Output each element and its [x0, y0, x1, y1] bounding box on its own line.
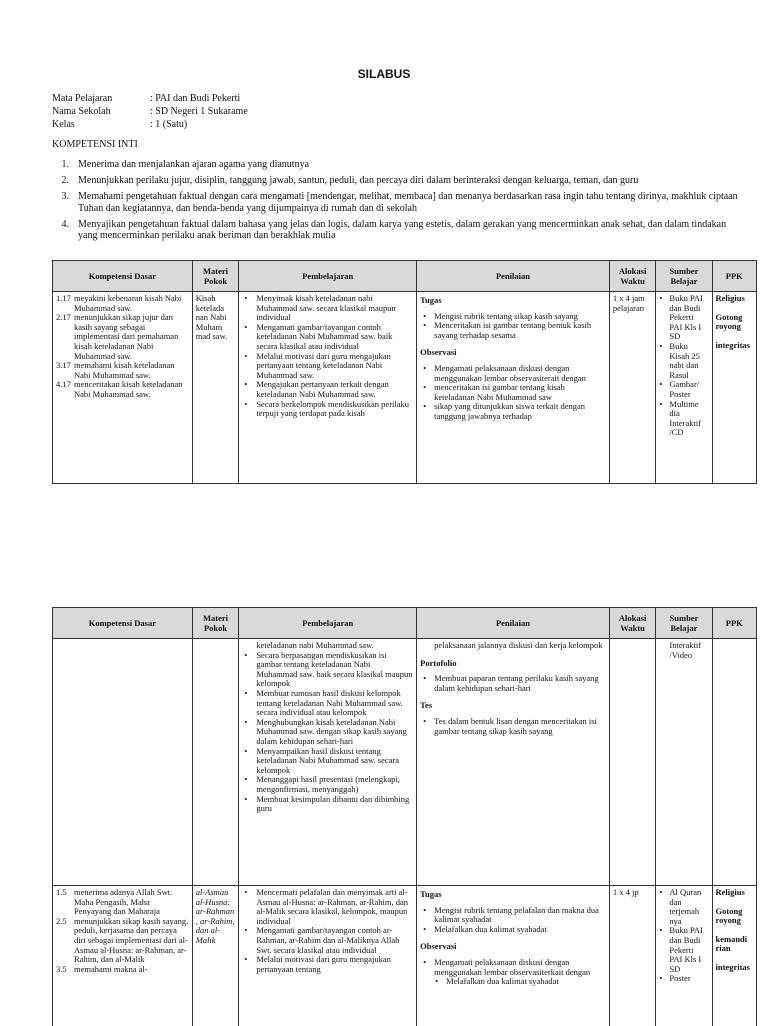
pembelajaran-item: • Menanggapi hasil presentasi (melengkapi, mengonfirmasi, menyanggah)	[242, 775, 413, 794]
header-alokasi: Alokasi Waktu	[609, 261, 656, 292]
portofolio-heading: Portofolio	[420, 657, 457, 668]
kd-text: menunjukkan sikap kasih sayang, peduli, kerjasama dan percaya diri sebagai implementasi dari al-Asmau al-Husna: ar-Rahman, ar-Rahim, dan al-Malik	[74, 915, 189, 965]
pembelajaran-item: • Mengamati gambar/tayangan contoh keteladanan Nabi Muhammad saw. baik secara klasikal atau individual	[242, 323, 413, 352]
kd-item	[56, 294, 189, 313]
pembelajaran-item: • Melalui motivasi dari guru mengajukan pertanyaan tentang keteladanan Nabi Muhammad saw.	[242, 352, 413, 381]
ki-number: 1.	[61, 159, 69, 170]
ki-list	[52, 159, 762, 246]
header-materi: Materi Pokok	[192, 261, 239, 292]
sumber-item: • Poster	[659, 974, 708, 984]
sumber-cell	[656, 292, 712, 484]
pembelajaran-item: • Menghubungkan kisah keteladanan Nabi Muhammad saw. dengan sikap kasih sayang dalam kehidupan sehari-hari	[242, 718, 413, 747]
ki-item	[52, 219, 762, 242]
alokasi-cell: 1 x 4 jam pelajaran	[609, 292, 656, 484]
observasi-item: • Mengamati pelaksanaan diskusi dengan menggunakan lembar observasiterkait dengan	[420, 958, 606, 977]
ki-text: Menunjukkan perilaku jujur, disiplin, tanggung jawab, santun, peduli, dan percaya diri dalam berinteraksi dengan keluarga, teman, dan guru	[78, 175, 639, 186]
ppk-value: Gotong royong	[715, 311, 743, 332]
tugas-heading: Tugas	[420, 295, 442, 305]
kd-number: 1.5	[56, 887, 67, 897]
pembelajaran-cell	[239, 292, 417, 484]
kd-cell	[53, 639, 193, 886]
penilaian-cell	[417, 292, 610, 484]
pembelajaran-item: • Menyimak kisah keteladanan nabi Muhammad saw. secara klasikal maupun individual	[242, 294, 413, 323]
observasi-item: • Mengamati pelaksanaan diskusi dengan menggunakan lembar observasiterait dengan	[420, 364, 606, 383]
materi-cell: Kisah ketelada nan Nabi Muham mad saw.	[192, 292, 239, 484]
ppk-value: Religius	[715, 293, 745, 303]
observasi-item: • sikap yang ditunjukkan siswa terkait dengan tanggung jawabnya terhadap	[420, 402, 606, 421]
sumber-cell	[656, 886, 712, 1026]
tugas-item: • Mengisi rubrik tentang pelafalan dan makna dua kalimat syahadat	[420, 906, 606, 925]
pembelajaran-item: • Secara berkelompok mendiskusikan perilaku terpuji yang terdapat pada kisah	[242, 400, 413, 419]
header-kd: Kompetensi Dasar	[53, 261, 193, 292]
header-pembelajaran: Pembelajaran	[239, 261, 417, 292]
pembelajaran-item: • Melalui motivasi dari guru mengajukan pertanyaan tentang	[242, 955, 413, 974]
ki-item	[52, 191, 762, 214]
pembelajaran-item: • Mengajukan pertanyaan terkait dengan keteladanan Nabi Muhammad saw.	[242, 380, 413, 399]
header-ppk: PPK	[712, 261, 757, 292]
ki-item	[52, 159, 762, 171]
ppk-value: Religius	[715, 887, 745, 897]
kd-number: 2.5	[56, 915, 67, 926]
ppk-cell	[712, 292, 757, 484]
header-alokasi: Alokasi Waktu	[609, 608, 656, 639]
ki-text: Menyajikan pengetahuan faktual dalam bahasa yang jelas dan logis, dalam karya yang estetis, dalam gerakan yang mencerminkan anak sehat, dan dalam tindakan yang mencerminkan perilaku anak beriman dan berakhlak mulia	[78, 218, 727, 241]
tugas-item: • Mengisi rubrik tentang sikap kasih sayang	[420, 312, 606, 322]
ppk-value: integritas	[715, 961, 750, 972]
sumber-item: • Al Quran dan terjemah nya	[659, 888, 708, 926]
ki-number: 3.	[61, 191, 69, 202]
pembelajaran-item: • Mengamati gambar/tayangan contoh ar-Rahman, ar-Rahim dan al-Maliknya Allah Swt. secara klasikal atau individual	[242, 926, 413, 955]
ppk-value: Gotong royong	[715, 905, 743, 926]
header-pembelajaran: Pembelajaran	[239, 608, 417, 639]
meta-label: Kelas	[52, 119, 75, 130]
syllabus-table-1	[52, 260, 757, 484]
pembelajaran-item: • Secara berpasangan mendiskusikan isi gambar tentang keteladanan Nabi Muhammad saw. baik secara klasikal maupun kelompok	[242, 651, 413, 689]
pembelajaran-item: • Mencermati pelafalan dan menyimak arti al-Asmau al-Husna: ar-Rahman, ar-Rahim, dan al-Malik secara klasikal, kelompok, maupun individual	[242, 888, 413, 926]
kd-number: 4.17	[56, 379, 71, 390]
pembelajaran-continued: keteladanan nabi Muhammad saw.	[256, 640, 374, 650]
sumber-item: • Gambar/ Poster	[659, 380, 708, 399]
kd-item	[56, 361, 189, 380]
kd-number: 3.17	[56, 360, 71, 371]
kd-text: memahami kisah keteladanan Nabi Muhammad saw.	[74, 360, 175, 380]
kd-number: 1.17	[56, 293, 71, 303]
tugas-item: • Melafalkan dua kalimat syahadat	[420, 925, 606, 935]
kd-cell	[53, 292, 193, 484]
kd-text: menceritakan kisah keteladanan Nabi Muhammad saw.	[74, 379, 183, 399]
header-penilaian: Penilaian	[417, 608, 610, 639]
pembelajaran-cell	[239, 639, 417, 886]
meta-label: Nama Sekolah	[52, 106, 111, 117]
syllabus-table-2	[52, 607, 757, 1026]
kd-item	[56, 888, 189, 917]
header-penilaian: Penilaian	[417, 261, 610, 292]
ppk-value: kemandi rian	[715, 933, 748, 954]
penilaian-cell	[417, 639, 610, 886]
sumber-item: • Buku PAI dan Budi Pekerti PAI Kls I SD	[659, 926, 708, 974]
pembelajaran-cell	[239, 886, 417, 1026]
portofolio-item: • Membuat paparan tentang perilaku kasih sayang dalam kehidupan sehari-hari	[420, 674, 606, 693]
ki-item	[52, 175, 762, 187]
meta-block	[52, 92, 248, 131]
ppk-value: integritas	[715, 339, 750, 350]
observasi-item: • menceritakan isi gambar tentang kisah keteladanan Nabi Muhammad saw	[420, 383, 606, 402]
kd-item	[56, 917, 189, 965]
meta-value: : SD Negeri 1 Sukarame	[150, 106, 248, 117]
sumber-item: • Multime dia Interaktif /CD	[659, 400, 708, 438]
kd-text: menerima adanya Allah Swt. Maha Pengasih, Maha Penyayang dan Maharaja	[74, 887, 173, 917]
kd-text: memahami makna al-	[74, 963, 148, 974]
ki-number: 2.	[61, 175, 69, 186]
pembelajaran-item: • Membuat kesimpulan dibantu dan dibimbing guru	[242, 795, 413, 814]
meta-value: : 1 (Satu)	[150, 119, 188, 130]
header-sumber: Sumber Belajar	[656, 261, 712, 292]
meta-row	[52, 105, 248, 118]
document-title: SILABUS	[357, 67, 411, 81]
kd-item	[56, 965, 189, 975]
kd-text: meyakini kebenaran kisah Nabi Muhammad saw.	[74, 293, 182, 313]
penilaian-continued: pelaksanaan jalannya diskusi dan kerja kelompok	[434, 640, 603, 650]
ki-heading: KOMPETENSI INTI	[52, 139, 138, 150]
pembelajaran-item: • Membuat rumusan hasil diskusi kelompok tentang keteladanan Nabi Muhammad saw. secara individual atau kelompok	[242, 689, 413, 718]
ki-number: 4.	[61, 218, 69, 230]
ppk-cell	[712, 639, 757, 886]
ki-text: Menerima dan menjalankan ajaran agama yang dianutnya	[78, 159, 310, 170]
meta-row	[52, 118, 248, 131]
tes-heading: Tes	[420, 700, 433, 711]
sumber-item: • Buku PAI dan Budi Pekerti PAI Kls I SD	[659, 294, 708, 342]
header-kd: Kompetensi Dasar	[53, 608, 193, 639]
sumber-item: • Buku Kisah 25 nabi dan Rasul	[659, 342, 708, 380]
materi-cell	[192, 639, 239, 886]
sumber-continued: Interaktif /Video	[669, 640, 702, 660]
observasi-subitem: • Melafalkan dua kalimat syahadat	[432, 977, 606, 987]
alokasi-cell: 1 x 4 jp	[609, 886, 656, 1026]
ppk-cell	[712, 886, 757, 1026]
kd-number: 2.17	[56, 312, 71, 323]
ki-text: Memahami pengetahuan faktual dengan cara mengamati [mendengar, melihat, membaca] dan menanya berdasarkan rasa ingin tahu tentang dirinya, makhluk ciptaan Tuhan dan kegiatannya, dan benda-benda yang dijumpainya di rumah dan di sekolah	[78, 191, 738, 214]
sumber-cell	[656, 639, 712, 886]
kd-item	[56, 313, 189, 361]
materi-cell: al-Asmau al-Husna: ar-Rahman , ar-Rahim, dan al-Malik	[192, 886, 239, 1026]
alokasi-cell	[609, 639, 656, 886]
kd-cell	[53, 886, 193, 1026]
observasi-heading: Observasi	[420, 347, 457, 358]
header-ppk: PPK	[712, 608, 757, 639]
kd-item	[56, 380, 189, 399]
tugas-heading: Tugas	[420, 889, 442, 899]
meta-value: : PAI dan Budi Pekerti	[150, 93, 241, 104]
header-materi: Materi Pokok	[192, 608, 239, 639]
tugas-item: • Menceritakan isi gambar tentang bentuk kasih sayang terhadap sesama	[420, 321, 606, 340]
header-sumber: Sumber Belajar	[656, 608, 712, 639]
meta-label: Mata Pelajaran	[52, 93, 113, 104]
pembelajaran-item: • Menyampaikan hasil diskusi tentang keteladanan Nabi Muhammad saw. secara kelompok	[242, 747, 413, 776]
observasi-heading: Observasi	[420, 941, 457, 952]
kd-text: menunjukkan sikap jujur dan kasih sayang sebagai implementasi dari pemahaman kisah keteladanan Nabi Muhammad saw.	[74, 312, 179, 361]
penilaian-cell	[417, 886, 610, 1026]
tes-item: • Tes dalam bentuk lisan dengan menceritakan isi gambar tentang sikap kasih sayang	[420, 717, 606, 736]
kd-number: 3.5	[56, 963, 67, 974]
meta-row	[52, 92, 248, 105]
